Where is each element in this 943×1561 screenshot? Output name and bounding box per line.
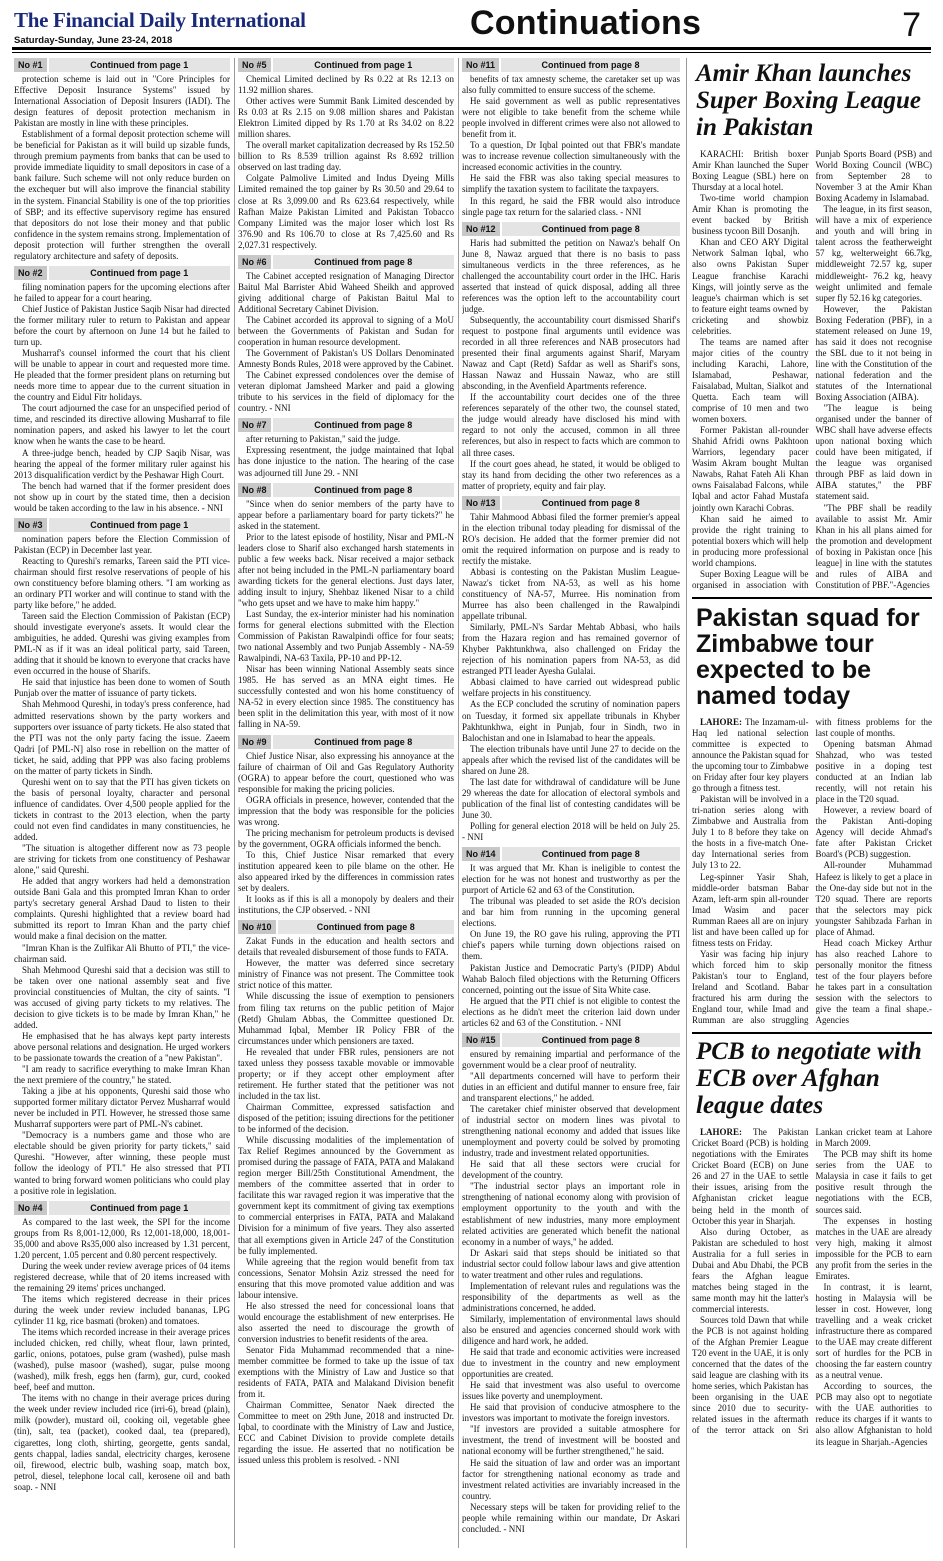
continuation-number: No #12 xyxy=(462,222,500,236)
paragraph: Nisar has been winning National Assembly seats since 1985. He has served as an MNA eight times. He successfully contested and won his home constituency of NA-52 in every election since 1985. The constituency has been split in the delimitation this year, with most of it now falling in NA-59. xyxy=(238,664,454,730)
paragraph: He emphasised that he has always kept party interests above personal relations and designation. He urged workers to be passionate towards the creation of a "new Pakistan". xyxy=(14,1030,230,1063)
paragraph: Pakistan will be involved in a tri-nation series along with Zimbabwe and Australia from July 1 to 8 before they take on the hosts in a five-match One-day International series from July 13 to 22. xyxy=(692,794,809,871)
continuation-number: No #2 xyxy=(14,266,47,280)
continuation-item xyxy=(238,58,454,251)
paragraph: However, a review board of the Pakistan Anti-doping Agency will decide Ahmad's fate after Pakistan Cricket Board's (PCB) suggestion. xyxy=(815,805,932,860)
continuation-header xyxy=(14,266,230,280)
paragraph: If the accountability court decides one of the three references separately of the other two, the counsel stated, the judge would already have disclosed his mind with regard to not only the accused, common in all three references, but also in respect to facts which are common to all three cases. xyxy=(462,392,680,458)
paragraph: He added that angry workers had held a demonstration outside Bani Gala and this prompted Imran Khan to order party's secretary general Arshad Daud to listen to their complaints. Qureshi highlighted that a review board had submitted its report to Imran Khan and the party chief would make a final decision on the matter. xyxy=(14,876,230,942)
paragraph: filing nomination papers for the upcoming elections after he failed to appear for a court hearing. xyxy=(14,281,230,303)
paragraph: Establishment of a formal deposit protection scheme will be beneficial for Pakistan as it will build up sizable funds, through premium payments from banks that can be used to provide immediate liquidity to small depositors in case of a bank failure. Such scheme will not only reduce burden on the exchequer but will also improve the financial stability in the system. Financial Stability is one of the top priorities of SBP; and its effective supervisory regime has ensured that depositors do not lose their money and that public confidence in the system remains strong. Implementation of deposit protection will further strengthen the overall regulatory architecture and safety of deposits. xyxy=(14,129,230,261)
paragraph: Polling for general election 2018 will be held on July 25. - NNI xyxy=(462,821,680,843)
continuation-header xyxy=(462,847,680,861)
story-headline: PCB to negotiate with ECB over Afghan league dates xyxy=(696,1038,922,1120)
paragraph: He revealed that under FBR rules, pensioners are not taxed unless they possess taxable movable or immovable property; or if they accept other employment after retirement. He further stated that the petitioner was not included in the tax list. xyxy=(238,1046,454,1101)
paragraph-text: The Inzamam-ul-Haq led national selection committee is expected to announce the Pakistan squad for the upcoming tour to Zimbabwe on Friday after four key players go through a fitness test. xyxy=(692,716,809,794)
paragraph: "Since when do senior members of the party have to appear before a parliamentary board for party tickets?" he asked in the statement. xyxy=(238,498,454,531)
continuation-header xyxy=(14,1201,230,1215)
paragraph: Taking a jibe at his opponents, Qureshi said those who supported former military dictator Pervez Musharraf would never be included in PTI. However, he stressed those same Musharraf supporters were part of PML-N's cabinet. xyxy=(14,1086,230,1130)
paragraph: Chemical Limited declined by Rs 0.22 at Rs 12.13 on 11.92 million shares. xyxy=(238,74,454,96)
paragraph: He said that investment was also useful to overcome issues like poverty and unemployment. xyxy=(462,1380,680,1402)
continuation-body xyxy=(462,238,680,492)
paragraph: While discussing the issue of exemption to pensioners from filing tax returns on the public petition of Major (Retd) Ghulam Abbas, the Committee questioned Dr. Muhammad Iqbal, Member IR Policy FBR of the circumstances under which pensioners are taxed. xyxy=(238,991,454,1046)
paragraph: Similarly, PML-N's Sardar Mehtab Abbasi, who hails from the Hazara region and has remained governor of Khyber Pakhtunkhwa, also challenged on Friday the rejection of his nomination papers from NA-53, as did estranged PTI leader Ayesha Gulalai. xyxy=(462,622,680,677)
paragraph: protection scheme is laid out in "Core Principles for Effective Deposit Insurance Systems" issued by International Association of Deposit Insurers (IADI). The design features of deposit protection mechanism in Pakistan are mostly in line with these principles. xyxy=(14,74,230,129)
paragraph: Last Sunday, the ex-interior minister had his nomination forms for general elections submitted with the Election Commission of Pakistan Rawalpindi office for four seats; two national Assembly and two Punjab Assembly - NA-59 Rawalpindi, NA-63 Taxila, PP-10 and PP-12. xyxy=(238,609,454,664)
continuation-item xyxy=(238,255,454,415)
header-rule-thin xyxy=(12,52,931,53)
continued-from-label: Continued from page 8 xyxy=(278,920,454,934)
continuation-header xyxy=(14,518,230,532)
continued-from-label: Continued from page 8 xyxy=(502,496,680,510)
paragraph: ensured by remaining impartial and performance of the government would be a clear proof of neutrality. xyxy=(462,1048,680,1070)
paragraph: The league, in its first season, will have a mix of experience and youth and will bring in talent across the featherweight 57 kg, welterweight 66.7kg, middleweight 72.57 kg, super middleweight- 76.2 kg, heavy weight unlimited and female super fly 52.16 kg categories. xyxy=(815,204,932,303)
paragraph: Also during October, as Pakistan are scheduled to host Australia for a full series in Dubai and Abu Dhabi, the PCB fears the Afghan league matches being staged in the same month may hit the latter's commercial interests. xyxy=(692,1226,809,1314)
paragraph: Senator Fida Muhammad recommended that a nine-member committee be formed to take up the issue of tax exemptions with the Ministry of Law and Justice so that residents of FATA, PATA and Malakand Division benefit from it. xyxy=(238,1344,454,1400)
paragraph: Pakistan Justice and Democratic Party's (PJDP) Abdul Wahab Baloch filed objections with the Returning Officers concerned, pointing out the issue of Sita White case. xyxy=(462,962,680,995)
continuation-header xyxy=(14,58,230,72)
paragraph: The caretaker chief minister observed that development of industrial sector on modern lines was pivotal to strengthening national economy and added that issues like unemployment and poverty could be solved by promoting industry, trade and investment related opportunities. xyxy=(462,1104,680,1159)
continuation-number: No #1 xyxy=(14,58,47,72)
continuation-number: No #3 xyxy=(14,518,47,532)
continued-from-label: Continued from page 1 xyxy=(49,58,230,72)
paragraph: Leg-spinner Yasir Shah, middle-order batsman Babar Azam, left-arm spin all-rounder Imad Wasim and pacer Rumman Raees all are on injury list and have been called up for fitness tests on Friday. xyxy=(692,871,809,948)
paragraph: However, the matter was deferred since secretary ministry of Finance was not present. The Committee took strict notice of this matter. xyxy=(238,958,454,991)
continuation-header xyxy=(462,58,680,72)
continuation-body xyxy=(238,271,454,415)
continuation-column-2 xyxy=(238,58,454,1548)
paragraph: Former Pakistan all-rounder Shahid Afridi owns Pakhtoon Warriors, legendary pacer Wasim Akram bought Multan Nawabs, Rahat Fateh Ali Khan owns Faisalabad Falcons, while Iqbal and actor Fahad Mustafa jointly own Karachi Cobras. xyxy=(692,425,809,513)
paragraph: Chairman Committee, expressed satisfaction and disposed of the petition; issuing directions for the petitioner to be informed of the decision. xyxy=(238,1101,454,1135)
continuation-number: No #4 xyxy=(14,1201,47,1215)
column-divider xyxy=(686,58,687,1548)
section-title: Continuations xyxy=(470,4,702,42)
continuation-header xyxy=(238,483,454,497)
paragraph: Shah Mehmood Qureshi, in today's press conference, had admitted reservations shown by the party workers and supporters over issuance of party tickets. He also stated that the PTI was not the only party facing the issue. Zaeem Qadri [of PML-N] also rose in rebellion on the matter of ticket, he said, adding that PPP was also facing problems on the matter of party tickets in Sindh. xyxy=(14,699,230,776)
paragraph: "Democracy is a numbers game and those who are electable should be given priority for party tickets," said Qureshi. "However, after winning, these people must follow the ideology of PTI." He also stressed that PTI wanted to bring forward women politicians who could play a positive role in legislation. xyxy=(14,1130,230,1196)
paragraph: The Cabinet accepted resignation of Managing Director Baitul Mal Barrister Abid Waheed Sheikh and approved giving additional charge of Pakistan Baitul Mal to Additional Secretary Cabinet Division. xyxy=(238,270,454,314)
dateline: LAHORE: xyxy=(700,716,743,727)
sports-column xyxy=(692,58,932,1548)
continuation-item xyxy=(238,418,454,478)
continued-from-label: Continued from page 8 xyxy=(273,418,454,432)
paragraph: The Cabinet accorded its approval to signing of a MoU between the Governments of Pakistan and Sudan for cooperation in human resource development. xyxy=(238,314,454,348)
continuation-column-1 xyxy=(14,58,230,1548)
paragraph: "All departments concerned will have to perform their duties in an efficient and dutiful manner to ensure free, fair and transparent elections," he added. xyxy=(462,1070,680,1103)
paragraph: nomination papers before the Election Commission of Pakistan (ECP) in December last year. xyxy=(14,533,230,555)
paragraph: The bench had warned that if the former president does not show up in court by the stated time, then a decision would be taken according to the law in his absence. - NNI xyxy=(14,480,230,513)
continuation-body xyxy=(462,1049,680,1535)
paragraph: To this, Chief Justice Nisar remarked that every institution appeared keen to pile blame on the other. He also appeared irked by the differences in commission rates set by dealers. xyxy=(238,849,454,894)
paragraph: As compared to the last week, the SPI for the income groups from Rs 8,001-12,000, Rs 12,001-18,000, 18,001-35,000 and above Rs35,000 also increased by 1.31 percent, 1.20 percent, 1.05 percent and 0.80 percent respectively. xyxy=(14,1216,230,1260)
paragraph: benefits of tax amnesty scheme, the caretaker set up was also fully committed to ensure success of the scheme. xyxy=(462,74,680,96)
paragraph: During the week under review average prices of 04 items registered decrease, while that of 20 items increased with the remaining 29 items' prices unchanged. xyxy=(14,1260,230,1293)
paragraph: To a question, Dr Iqbal pointed out that FBR's mandate was to increase revenue collection simultaneously with the increased economic activities in the country. xyxy=(462,140,680,173)
continuation-number: No #9 xyxy=(238,735,271,749)
paragraph: "The PBF shall be readily available to assist Mr. Amir Khan in his all plans aimed for the promotion and development of boxing in Pakistan once [his league] in line with the statutes and rules of AIBA and Constitution of PBF."-Agencies xyxy=(815,502,932,590)
continued-from-label: Continued from page 8 xyxy=(502,1033,680,1047)
paragraph: The PCB may shift its home series from the UAE to Malaysia in case it fails to get positive result through the negotiations with the ECB, sources said. xyxy=(815,1149,932,1215)
continuation-body xyxy=(14,74,230,262)
paragraph: While discussing modalities of the implementation of Tax Relief Regimes announced by the Government as promised during the passage of FATA, PATA and Malakand region merger Bill/25th Constitutional Amendment, the members of the committee asserted that in order to facilitate this war ravaged region it was imperative that the government kept its commitment of giving tax exemptions to commercial enterprises in FATA, PATA and Malakand Division for a minimum of five years. They also asserted that all exemptions given in Article 247 of the Constitution be fully implemented. xyxy=(238,1135,454,1256)
paragraph: Abbasi claimed to have carried out widespread public welfare projects in his constituency. xyxy=(462,677,680,699)
paragraph: "Imran Khan is the Zulfikar Ali Bhutto of PTI," the vice-chairman said. xyxy=(14,942,230,964)
paragraph: According to sources, the PCB may also opt to negotiate with the UAE authorities to reduce its charges if it wants to also allow Afghanistan to hold its league in Sharjah.-Agencies xyxy=(815,1381,932,1447)
masthead xyxy=(14,8,474,46)
continuation-number: No #14 xyxy=(462,847,500,861)
paragraph: He said that all these sectors were crucial for development of the country. xyxy=(462,1159,680,1181)
paragraph: The court adjourned the case for an unspecified period of time, and rescinded its directive allowing Musharraf to file nomination papers, and asked his lawyer to let the court know when he wants the case to be heard. xyxy=(14,403,230,447)
paragraph: He said that injustice has been done to women of South Punjab over the matter of issuance of party tickets. xyxy=(14,677,230,699)
paragraph: Subsequently, the accountability court dismissed Sharif's request to postpone final arguments until evidence was recorded in all three references and NAB prosecutors had presented their final arguments against Sharif, Maryam Nawaz and Capt (Retd) Safdar as well as Sharif's sons, Hassan Nawaz and Hussain Nawaz, who are still absconding, in the Avenfield Apartments reference. xyxy=(462,314,680,392)
paragraph: Chairman Committee, Senator Naek directed the Committee to meet on 29th June, 2018 and instructed Dr. Iqbal, to coordinate with the Ministry of Law and Justice, ECC and Cabinet Division to provide complete details regarding the issue. He asserted that no notification be issued unless this problem is resolved. - NNI xyxy=(238,1400,454,1466)
continued-from-label: Continued from page 8 xyxy=(502,222,680,236)
continuation-item xyxy=(238,483,454,731)
paragraph: Implementation of relevant rules and regulations was the responsibility of the departments as well as the administrations concerned, he added. xyxy=(462,1280,680,1313)
paragraph: As the ECP concluded the scrutiny of nomination papers on Tuesday, it formed six appellate tribunals in Khyber Pakhtunkhwa, eight in Punjab, four in Sindh, two in Balochistan and one in Islamabad to hear the appeals. xyxy=(462,699,680,743)
continuation-item xyxy=(462,1033,680,1535)
paragraph: However, the Pakistan Boxing Federation (PBF), in a statement released on June 19, has said it does not recognise the SBL due to it not being in line with the Constitution of the national federation and the statutes of the International Boxing Association (AIBA). xyxy=(815,303,932,403)
continuation-header xyxy=(462,496,680,510)
paragraph: Expressing resentment, the judge maintained that Iqbal has done injustice to the nation. The hearing of the case was adjourned till June 29. - NNI xyxy=(238,445,454,478)
continuation-header xyxy=(462,222,680,236)
paragraph xyxy=(692,1127,809,1226)
continuation-item xyxy=(14,518,230,1197)
paper-name: The Financial Daily International xyxy=(14,8,306,32)
continuation-item xyxy=(238,735,454,917)
paragraph: While agreeing that the region would benefit from tax concessions, Senator Mohsin Aziz stressed the need for ensuring that this move promoted value addition and was labour intensive. xyxy=(238,1256,454,1300)
paragraph: "The situation is altogether different now as 73 people are striving for tickets from one constituency of Peshawar alone," said Qureshi. xyxy=(14,843,230,876)
paragraph: OGRA officials in presence, however, contended that the impression that the body was responsible for the policies was wrong. xyxy=(238,794,454,827)
paragraph: The items which registered decrease in their prices during the week under review included bananas, LPG cylinder 11 kg, rice basmati (broken) and tomatoes. xyxy=(14,1293,230,1327)
story-divider xyxy=(692,597,932,599)
paragraph: The tribunal was pleaded to set aside the RO's decision and bar him from running in the upcoming general elections. xyxy=(462,896,680,929)
continuation-number: No #15 xyxy=(462,1033,500,1047)
paragraph: Chief Justice Nisar, also expressing his annoyance at the failure of chairman of Oil and Gas Regulatory Authority (OGRA) to appear before the court, questioned who was responsible for making the pricing policies. xyxy=(238,750,454,794)
continuation-item xyxy=(462,222,680,492)
paper-date: Saturday-Sunday, June 23-24, 2018 xyxy=(14,35,173,46)
column-divider xyxy=(234,58,235,1548)
paragraph: "If investors are provided a suitable atmosphere for investment, the trend of investment will be boosted and national economy will be further strengthened," he said. xyxy=(462,1424,680,1457)
continuation-body xyxy=(462,74,680,218)
paragraph: The overall market capitalization decreased by Rs 152.50 billion to Rs 8.539 trillion against Rs 8.692 trillion observed on last trading day. xyxy=(238,140,454,173)
continued-from-label: Continued from page 1 xyxy=(49,1201,230,1215)
continuation-header xyxy=(238,920,454,934)
continuation-number: No #8 xyxy=(238,483,271,497)
paragraph: Similarly, implementation of environmental laws should also be ensured and agencies concerned should work with diligence and hard work, he added. xyxy=(462,1313,680,1347)
paragraph: He said government as well as public representatives were not eligible to take benefit from the scheme while people involved in different crimes were also not allowed to benefit from it. xyxy=(462,96,680,140)
continuation-header xyxy=(238,418,454,432)
continuation-number: No #13 xyxy=(462,496,500,510)
paragraph: The items which recorded increase in their average prices included chicken, red chilly, wheat flour, lawn printed, garlic, onions, potatoes, pulse gram (washed), pulse mash (washed), pulse masoor (washed), sugar, pulse moong (washed), milk fresh, eggs hen (farm), gur, curd, cooked beef, beef and mutton. xyxy=(14,1327,230,1393)
paragraph: Khan and CEO ARY Digital Network Salman Iqbal, who also owns Pakistan Super League franchise Karachi Kings, will jointly serve as the league's chairman which is set to feature eight teams owned by cricketing and showbiz celebrities. xyxy=(692,237,809,336)
paragraph: Dr Askari said that steps should be initiated so that industrial sector could follow labour laws and give attention to water treatment and other rules and regulations. xyxy=(462,1247,680,1280)
story-body xyxy=(692,149,932,591)
paragraph: On June 19, the RO gave his ruling, approving the PTI chief's papers while turning down objections raised on them. xyxy=(462,929,680,962)
paragraph-text: The Pakistan Cricket Board (PCB) is holding negotiations with the Emirates Cricket Board (ECB) on June 26 and 27 in the UAE to settle their issues, arising from the Afghanistan cricket league being held in the month of October this year in Sharjah. xyxy=(692,1127,809,1226)
continuation-body xyxy=(238,499,454,731)
continuation-item xyxy=(462,58,680,218)
continuation-body xyxy=(238,74,454,251)
paragraph: In this regard, he said the FBR would also introduce single page tax return for the salaried class. - NNI xyxy=(462,195,680,217)
continued-from-label: Continued from page 8 xyxy=(273,255,454,269)
paragraph: He said the FBR was also taking special measures to simplify the taxation system to facilitate the taxpayers. xyxy=(462,173,680,195)
paragraph: The pricing mechanism for petroleum products is devised by the government, OGRA officials informed the bench. xyxy=(238,827,454,849)
continued-from-label: Continued from page 1 xyxy=(49,266,230,280)
paragraph: He also stressed the need for concessional loans that would encourage the establishment of new enterprises. He also asserted the need to discourage the growth of conversion industries to benefit residents of the area. xyxy=(238,1300,454,1344)
continuation-number: No #6 xyxy=(238,255,271,269)
paragraph: The expenses in hosting matches in the UAE are already very high, making it almost impossible for the PCB to earn any profit from the series in the Emirates. xyxy=(815,1215,932,1281)
story-headline: Pakistan squad for Zimbabwe tour expected to be named today xyxy=(696,603,920,710)
paragraph: KARACHI: British boxer Amir Khan launched the Super Boxing League (SBL) here on Thursday at a local hotel. xyxy=(692,149,809,193)
continuation-item xyxy=(14,1201,230,1493)
continuation-body xyxy=(14,282,230,514)
story-headline: Amir Khan launches Super Boxing League in Pakistan xyxy=(696,60,922,141)
page-number: 7 xyxy=(902,6,921,44)
continuation-body xyxy=(238,751,454,917)
paragraph: Abbasi is contesting on the Pakistan Muslim League-Nawaz's ticket from NA-53, as well as his home constituency of NA-57, Murree. His nomination from Murree has also been challenged in the Rawalpindi appellate tribunal. xyxy=(462,566,680,622)
paragraph: He said that trade and economic activities were increased due to investment in the country and new employment opportunities are created. xyxy=(462,1347,680,1380)
continuation-header xyxy=(238,255,454,269)
paragraph: The Government of Pakistan's US Dollars Denominated Amnesty Bonds Rules, 2018 were approved by the Cabinet. xyxy=(238,348,454,370)
dateline: LAHORE: xyxy=(700,1127,743,1138)
paragraph: "The league is being organised under the banner of WBC shall have adverse effects upon national boxing which could have been mitigated, if the league was organised through PBF as laid down in AIBA statutes," the PBF statement said. xyxy=(815,403,932,502)
paragraph: Opening batsman Ahmad Shahzad, who was tested positive in a doping test conducted at an Indian lab recently, will not retain his place in the T20 squad. xyxy=(815,738,932,805)
continued-from-label: Continued from page 8 xyxy=(273,483,454,497)
paragraph: "I am ready to sacrifice everything to make Imran Khan the next premiere of the country," he stated. xyxy=(14,1064,230,1086)
paragraph: Other actives were Summit Bank Limited descended by Rs 0.03 at Rs 2.15 on 9.08 million shares and Pakistan Elektron Limited dipped by Rs 1.70 at Rs 34.02 on 8.22 million shares. xyxy=(238,96,454,140)
paragraph: Colgate Palmolive Limited and Indus Dyeing Mills Limited remained the top gainer by Rs 30.50 and 29.64 to close at Rs 3,099.00 and Rs 623.64 respectively, while Rafhan Maize Pakistan Limited and Pakistan Tobacco Company Limited was the major loser which lost Rs 376.90 and Rs 106.70 to close at Rs 7,425.60 and Rs 2,027.31 respectively. xyxy=(238,173,454,250)
paragraph: It looks as if this is all a monopoly by dealers and their institutions, the CJP observed. - NNI xyxy=(238,894,454,916)
paragraph: In contrast, it is learnt, hosting in Malaysia will be lesser in cost. However, long travelling and a weak cricket infrastructure there as compared to the UAE may create different sort of hurdles for the PCB in choosing the far eastern country as a neutral venue. xyxy=(815,1281,932,1381)
column-divider xyxy=(458,58,459,1548)
paragraph: Two-time world champion Amir Khan is promoting the event backed by British business tycoon Bill Dosanjh. xyxy=(692,193,809,237)
header-rule xyxy=(12,47,931,50)
continuation-number: No #7 xyxy=(238,418,271,432)
story-body xyxy=(692,1127,932,1447)
paragraph: The Cabinet expressed condolences over the demise of veteran diplomat Jamsheed Marker and paid a glowing tribute to his services in the field of diplomacy for the country. - NNI xyxy=(238,370,454,414)
paragraph: A three-judge bench, headed by CJP Saqib Nisar, was hearing the appeal of the former military ruler against his 2013 disqualification verdict by the Peshawar High Court. xyxy=(14,447,230,480)
paragraph: The teams are named after major cities of the country including Karachi, Lahore, Islamabad, Peshawar, Faisalabad, Multan, Sialkot and Quetta. Each team will comprise of 10 men and two women boxers. xyxy=(692,336,809,425)
continuation-number: No #11 xyxy=(462,58,499,72)
paragraph: Reacting to Qureshi's remarks, Tareen said the PTI vice-chairman should first resolve reservations of people of his own constituency before blaming others. "I am working as an ordinary PTI worker and will continue to stand with the party like before," he added. xyxy=(14,555,230,611)
story-body xyxy=(692,717,932,1026)
paragraph: If the court goes ahead, he stated, it would be obliged to stay its hand from deciding the other two references as a matter of propriety, equity and fair play. xyxy=(462,458,680,491)
paragraph: Zakat Funds in the education and health sectors and details that revealed disbursement of those funds to FATA. xyxy=(238,936,454,958)
paragraph xyxy=(692,717,809,794)
paragraph: The items with no change in their average prices during the week under review included rice (irri-6), bread (plain), milk (powder), mustard oil, cooking oil, vegetable ghee (tin), salt, tea (packet), cooked daal, tea (prepared), cigarettes, long cloth, shirting, georgette, gents sandal, gents chappal, ladies sandal, electricity charges, kerosene oil, firewood, electric bulb, washing soap, match box, petrol, diesel, telephone local call, kerosene oil and bath soap. - NNI xyxy=(14,1393,230,1492)
continuation-header xyxy=(238,735,454,749)
continuation-body xyxy=(238,936,454,1466)
paragraph: Tahir Mahmood Abbasi filed the former premier's appeal in the election tribunal today pleading for dismissal of the RO's decision. He added that the former premier did not omit the required information on purpose and is ready to rectify the mistake. xyxy=(462,511,680,566)
paragraph: He said that provision of conducive atmosphere to the investors was important to motivate the foreign investors. xyxy=(462,1402,680,1424)
continuation-header xyxy=(462,1033,680,1047)
paragraph: Prior to the latest episode of hostility, Nisar and PML-N leaders close to Sharif also exchanged harsh statements in public a few weeks back. Nisar received a major setback after not being included in the PML-N parliamentary board awarding tickets for the general elections. Just days later, adding insult to injury, Shehbaz likened Nisar to a child "who gets upset and we have to make him happy." xyxy=(238,531,454,608)
continued-from-label: Continued from page 8 xyxy=(502,847,680,861)
continuation-item xyxy=(14,58,230,262)
paragraph: Head coach Mickey Arthur has also reached Lahore to personally monitor the fitness test of the four players before he takes part in a consultation session with the selectors to give the team a final shape.-Agencies xyxy=(815,937,932,1026)
continued-from-label: Continued from page 8 xyxy=(501,58,680,72)
continuation-body xyxy=(14,534,230,1197)
paragraph: "The industrial sector plays an important role in strengthening of national economy along with provision of employment opportunity to the youth and with the establishment of new industries, many more employment related activities are generated which benefit the national economy in a number of ways," he added. xyxy=(462,1181,680,1247)
paragraph: The last date for withdrawal of candidature will be June 29 whereas the date for allocation of electoral symbols and publication of the final list of contesting candidates will be June 30. xyxy=(462,776,680,820)
paragraph: Haris had submitted the petition on Nawaz's behalf On June 8, Nawaz argued that there is no basis to pass simultaneous verdicts in the three references, as he challenged the accountability court order in the IHC. Haris asserted that instead of quick disposal, adding all three references was the option left to the accountability court judge. xyxy=(462,237,680,314)
continued-from-label: Continued from page 1 xyxy=(273,58,454,72)
paragraph: Super Boxing League will be organised in association with Punjab Sports Board (PSB) and World Boxing Council (WBC) from September 28 to November 3 at the Amir Khan Boxing Academy in Islamabad. xyxy=(692,149,932,590)
paragraph: Musharraf's counsel informed the court that his client will be unable to appear in court and requested more time. He pleaded that the former president plans on returning but needs more time to appear due to the current situation in the country and Eidul Fitr holidays. xyxy=(14,348,230,403)
paragraph: after returning to Pakistan," said the judge. xyxy=(246,434,401,445)
continuation-body xyxy=(462,863,680,1029)
paragraph: Tareen said the Election Commission of Pakistan (ECP) should investigate everyone's assets. It would clear the ambiguities, he added. Qureshi was giving examples from PML-N as if it was an ideal political party, said Tareen, adding that it should be known to everyone that cracks have even occurred in the house of Sharifs. xyxy=(14,611,230,677)
paragraph: Qureshi went on to say that the PTI has given tickets on the basis of personal loyalty, character and personal influence of candidates. Over 4,500 people applied for the tickets in contrast to the 2013 election, when the party could not even find candidates in many constituencies, he added. xyxy=(14,776,230,843)
paragraph: Shah Mehmood Qureshi said that a decision was still to be taken over one national assembly seat and five provincial constituencies of Multan, the city of saints. "I was accused of giving party tickets to my relatives. The decision to give tickets is to be made by Imran Khan," he added. xyxy=(14,964,230,1030)
continuation-body xyxy=(238,434,454,478)
continuation-number: No #5 xyxy=(238,58,271,72)
paragraph: Yasir was facing hip injury which forced him to skip Pakistan's tour to England, Ireland and Scotland. Babar fractured his arm during the England tour, while Imad and Rumman are also struggling with fitness problems for the last couple of months. xyxy=(692,716,932,1026)
continuation-column-3 xyxy=(462,58,680,1548)
paragraph: It was argued that Mr. Khan is ineligible to contest the election for he was not honest and trustworthy as per the purport of Article 62 and 63 of the Constitution. xyxy=(462,863,680,896)
paragraph: He argued that the PTI chief is not eligible to contest the elections as he didn't meet the criterion laid down under articles 62 and 63 of the Constitution. - NNI xyxy=(462,995,680,1028)
continuation-body xyxy=(14,1217,230,1493)
paragraph: Chief Justice of Pakistan Justice Saqib Nisar had directed the former military ruler to return to Pakistan and appear before the court by afternoon on June 14 but he failed to turn up. xyxy=(14,303,230,348)
continuation-item xyxy=(14,266,230,514)
continuation-item xyxy=(462,496,680,843)
continuation-item xyxy=(462,847,680,1029)
continuation-item xyxy=(238,920,454,1466)
continuation-number: No #10 xyxy=(238,920,276,934)
continued-from-label: Continued from page 1 xyxy=(49,518,230,532)
paragraph: Necessary steps will be taken for providing relief to the people while remaining within our mandate, Dr Askari concluded. - NNI xyxy=(462,1501,680,1534)
story-divider xyxy=(692,1032,932,1034)
continuation-header xyxy=(238,58,454,72)
paragraph: Sources told Dawn that while the PCB is not against holding of the Afghan Premier League T20 event in the UAE, it is only concerned that the dates of the said league are clashing with its home series, which Pakistan has been organising in the UAE since 2010 due to security-related issues in the aftermath of the terror attack on Sri Lankan cricket team at Lahore in March 2009. xyxy=(692,1127,932,1436)
paragraph: Khan said he aimed to provide the right training to potential boxers which will help in producing more professional world champions. xyxy=(692,513,809,568)
paragraph: All-rounder Muhammad Hafeez is likely to get a place in the One-day side but not in the T20 squad. There are reports that the selectors may pick youngster Sahibzada Farhan in place of Ahmad. xyxy=(815,860,932,937)
continued-from-label: Continued from page 8 xyxy=(273,735,454,749)
continuation-body xyxy=(462,512,680,843)
paragraph: He said the situation of law and order was an important factor for strengthening national economy as trade and investment related activities are invariably increased in the country. xyxy=(462,1457,680,1501)
paragraph: The election tribunals have until June 27 to decide on the appeals after which the revised list of the candidates will be shared on June 28. xyxy=(462,743,680,776)
